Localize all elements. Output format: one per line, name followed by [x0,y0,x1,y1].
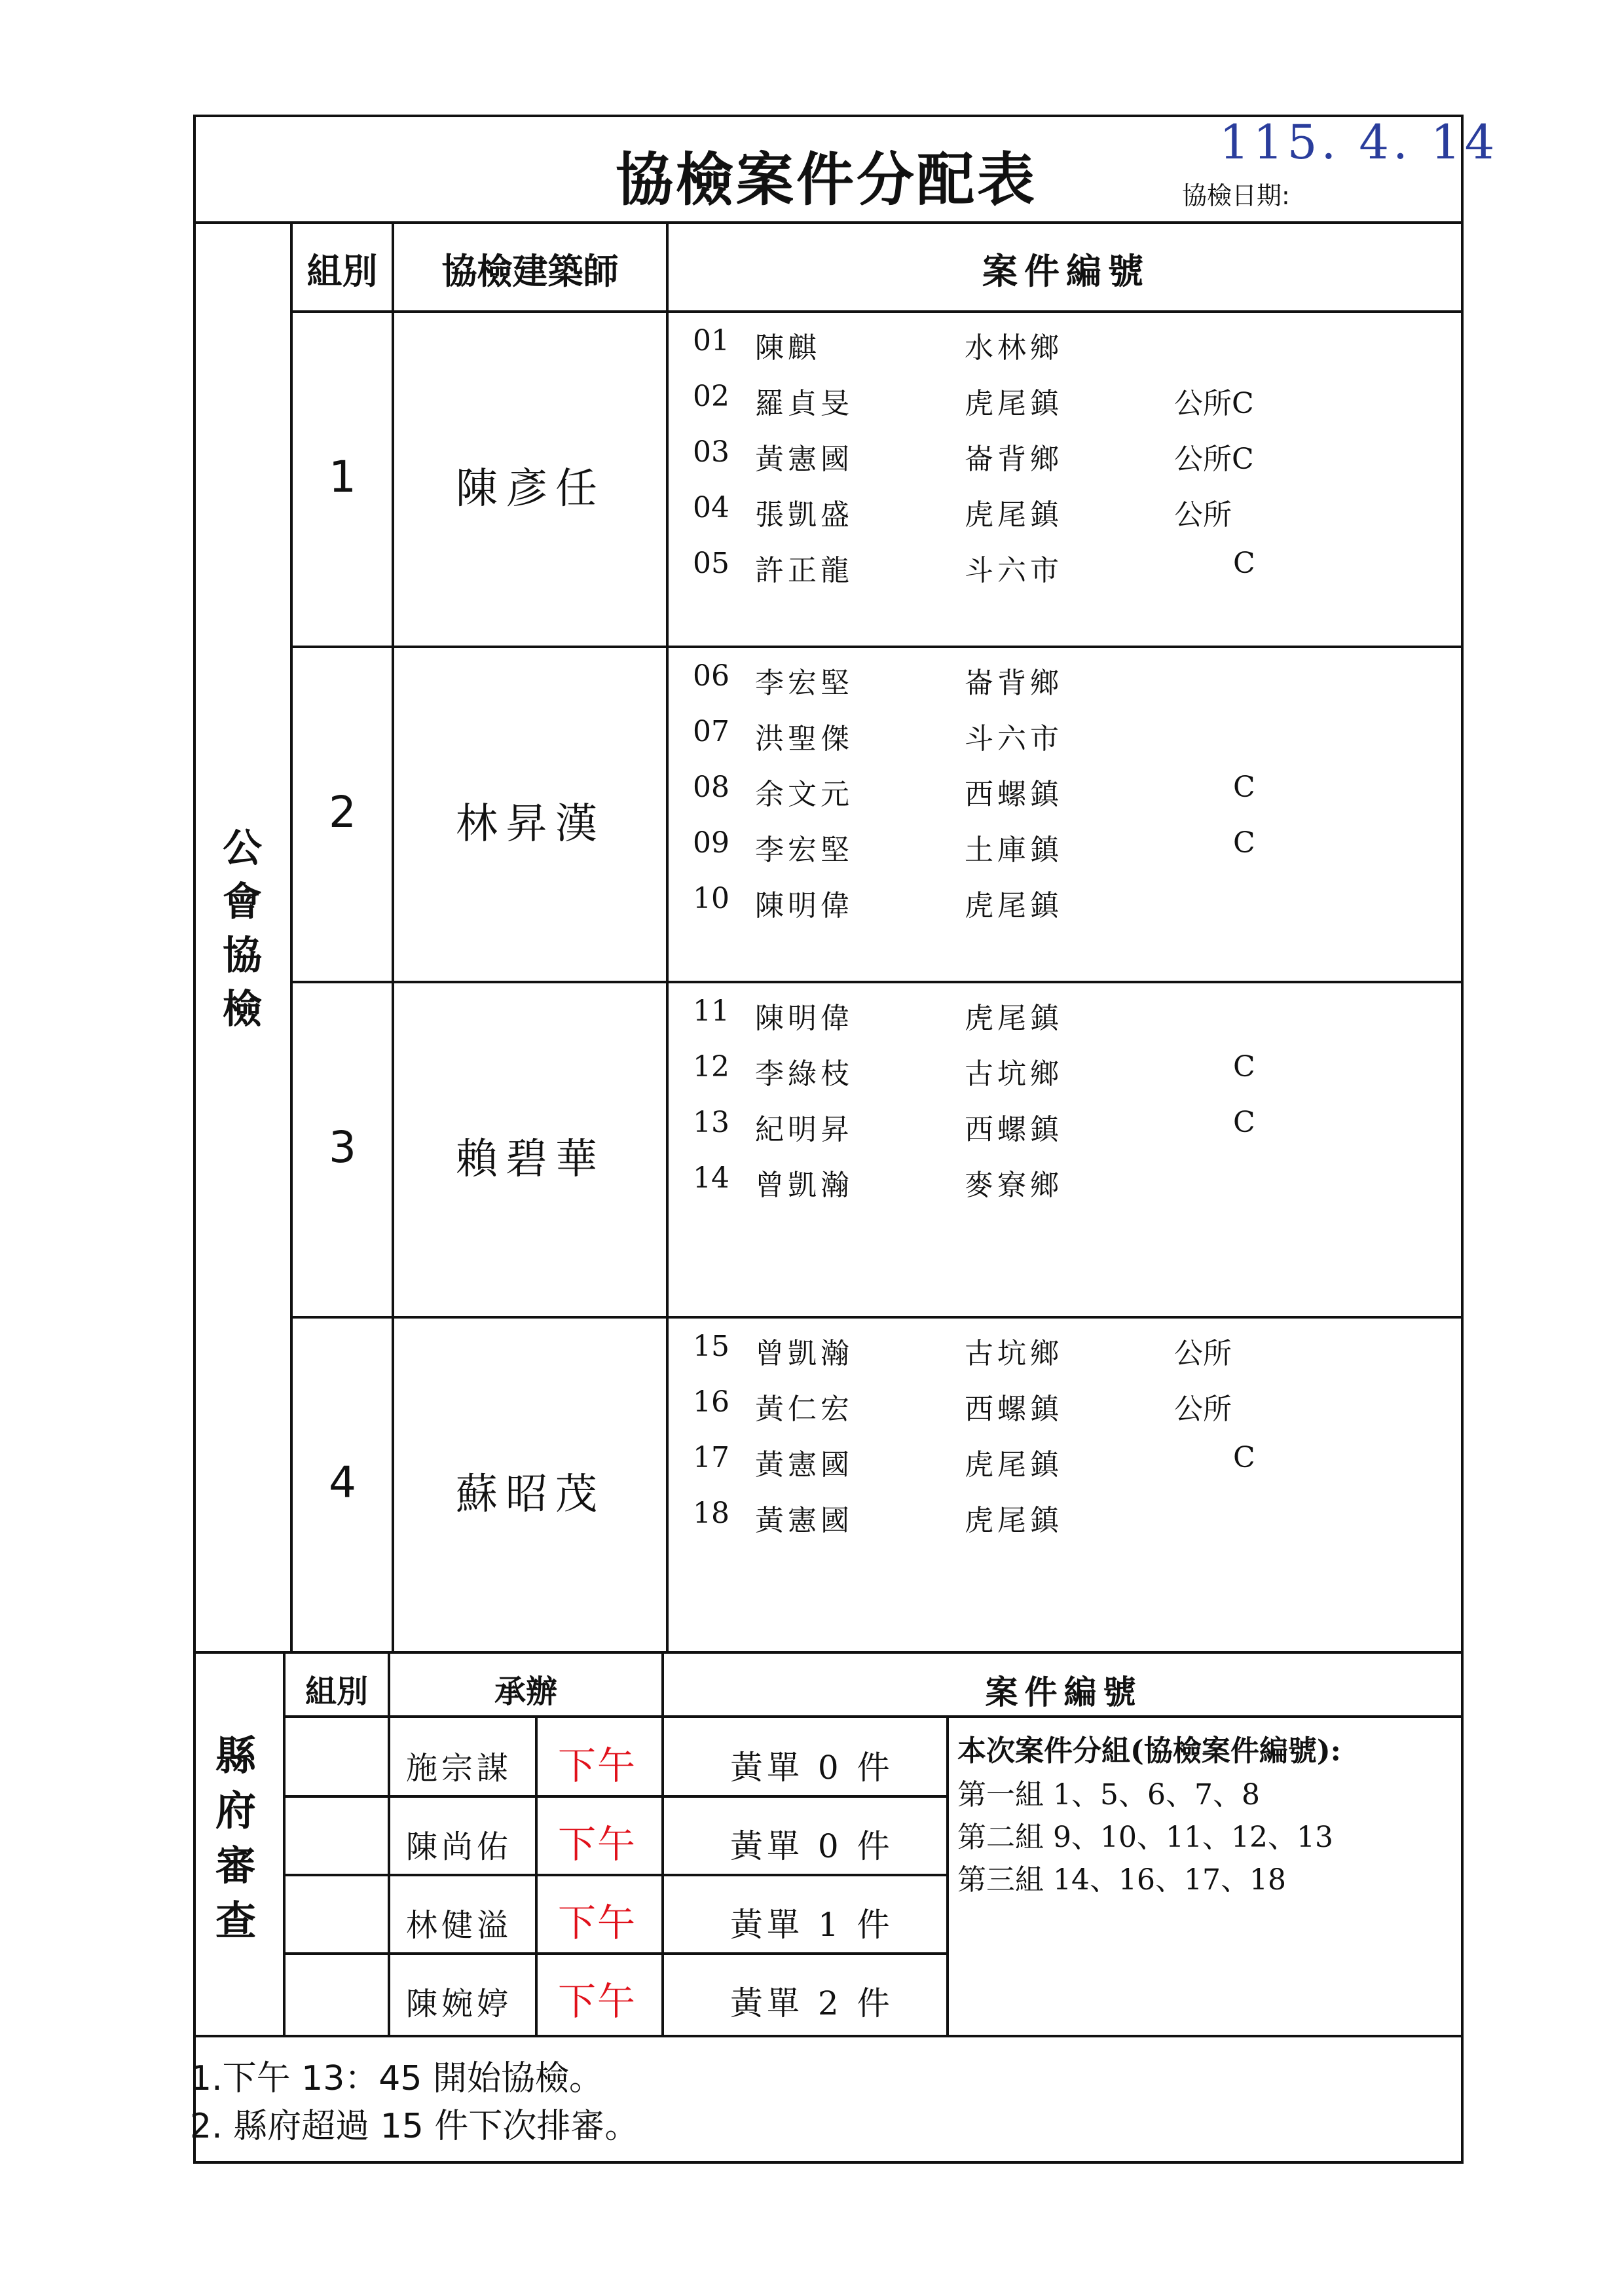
handler-name: 陳婉婷 [406,1986,513,2022]
divider [283,1715,1464,1718]
case-town: 崙背鄉 [965,443,1063,476]
case-town: 西螺鎮 [965,778,1063,811]
case-name: 黃憲國 [755,1504,853,1537]
case-number: 16 [693,1385,729,1419]
group-number: 1 [329,452,356,502]
case-number: 14 [693,1161,729,1195]
divider [290,310,1464,313]
case-name: 李宏堅 [755,833,853,867]
case-note: 公所C [1174,443,1254,476]
note-line: 2. 縣府超過 15 件下次排審。 [190,2107,639,2146]
case-town: 水林鄉 [965,331,1063,365]
time-slot: 下午 [558,1743,637,1788]
case-number: 05 [693,547,729,580]
case-name: 黃仁宏 [755,1393,853,1426]
grouping-title: 本次案件分組(協檢案件編號): [957,1734,1341,1768]
case-name: 張凱盛 [755,498,853,532]
grouping-line: 第二組 9、10、11、12、13 [957,1821,1333,1854]
group-number: 4 [329,1457,356,1508]
case-number: 15 [693,1330,729,1363]
county-header-handler: 承辦 [494,1673,557,1710]
divider [535,1717,538,2037]
case-note: C [1233,771,1255,804]
case-number: 10 [693,882,729,915]
case-name: 曾凱瀚 [755,1169,853,1202]
date-stamp: 115. 4. 14 [1219,115,1499,170]
divider [193,2035,1464,2037]
divider [290,1316,1464,1319]
note-line: 1.下午 13：45 開始協檢。 [190,2059,604,2098]
case-town: 西螺鎮 [965,1393,1063,1426]
case-name: 許正龍 [755,554,853,587]
header-group: 組別 [306,251,378,292]
handler-name: 施宗謀 [406,1750,513,1787]
case-town: 虎尾鎮 [965,387,1063,420]
header-architect: 協檢建築師 [441,251,619,292]
case-number: 07 [693,715,729,748]
case-name: 洪聖傑 [755,722,853,756]
divider [283,1874,949,1876]
time-slot: 下午 [558,1822,637,1867]
divider [193,1651,1464,1654]
case-number: 18 [693,1497,729,1530]
case-note: 公所 [1174,1337,1232,1370]
divider [283,1952,949,1955]
case-number: 02 [693,380,729,413]
header-case-numbers: 案件編號 [982,251,1150,292]
case-number: 13 [693,1106,729,1139]
case-name: 陳麒 [755,331,821,365]
divider [290,646,1464,648]
section-label-union: 公會協檢 [223,826,262,1032]
case-note: 公所C [1174,387,1254,420]
case-town: 斗六市 [965,722,1063,756]
case-note: C [1233,1441,1255,1474]
case-town: 古坑鄉 [965,1337,1063,1370]
case-town: 土庫鎮 [965,833,1063,867]
case-town: 古坑鄉 [965,1057,1063,1091]
case-number: 08 [693,771,729,804]
case-note: C [1233,1050,1255,1084]
divider [193,221,1464,224]
case-number: 06 [693,659,729,693]
case-name: 李綠枝 [755,1057,853,1091]
case-town: 虎尾鎮 [965,498,1063,532]
group-number: 3 [329,1122,356,1173]
group-number: 2 [329,787,356,837]
case-town: 西螺鎮 [965,1113,1063,1146]
section-label-county: 縣府審查 [215,1732,256,1944]
architect-name: 陳彥任 [456,465,605,513]
case-name: 羅貞旻 [755,387,853,420]
case-town: 虎尾鎮 [965,889,1063,922]
case-town: 麥寮鄉 [965,1169,1063,1202]
architect-name: 賴碧華 [456,1135,605,1184]
case-town: 斗六市 [965,554,1063,587]
case-number: 04 [693,491,729,524]
case-number: 01 [693,324,729,357]
case-note: C [1233,547,1255,580]
case-town: 虎尾鎮 [965,1504,1063,1537]
county-header-case-numbers: 案件編號 [985,1673,1143,1711]
architect-name: 林昇漢 [456,800,605,848]
time-slot: 下午 [558,1901,637,1945]
divider [392,221,394,1652]
case-name: 陳明偉 [755,1002,853,1035]
handler-name: 林健溢 [406,1907,513,1944]
case-name: 陳明偉 [755,889,853,922]
divider [290,981,1464,983]
case-name: 余文元 [755,778,853,811]
case-name: 黃憲國 [755,1448,853,1482]
divider [283,1795,949,1798]
case-note: C [1233,1106,1255,1139]
grouping-line: 第三組 14、16、17、18 [957,1863,1286,1897]
case-number: 11 [693,994,729,1028]
case-name: 黃憲國 [755,443,853,476]
case-note: C [1233,826,1255,860]
time-slot: 下午 [558,1979,637,2024]
county-header-group: 組別 [304,1673,368,1710]
yellow-slip-count: 黃單 0 件 [730,1749,894,1787]
case-town: 崙背鄉 [965,666,1063,700]
yellow-slip-count: 黃單 1 件 [730,1906,894,1944]
case-note: 公所 [1174,1393,1232,1426]
divider [290,221,293,1652]
case-number: 17 [693,1441,729,1474]
divider [946,1717,949,2037]
case-number: 12 [693,1050,729,1084]
yellow-slip-count: 黃單 0 件 [730,1827,894,1865]
case-note: 公所 [1174,498,1232,532]
case-town: 虎尾鎮 [965,1448,1063,1482]
case-name: 李宏堅 [755,666,853,700]
case-name: 紀明昇 [755,1113,853,1146]
case-name: 曾凱瀚 [755,1337,853,1370]
yellow-slip-count: 黃單 2 件 [730,1984,894,2022]
grouping-line: 第一組 1、5、6、7、8 [957,1778,1260,1812]
date-label: 協檢日期: [1182,181,1290,210]
case-number: 03 [693,435,729,469]
case-town: 虎尾鎮 [965,1002,1063,1035]
architect-name: 蘇昭茂 [456,1470,605,1519]
page-title: 協檢案件分配表 [616,146,1038,213]
handler-name: 陳尚佑 [406,1829,513,1865]
divider [666,221,669,1652]
case-number: 09 [693,826,729,860]
